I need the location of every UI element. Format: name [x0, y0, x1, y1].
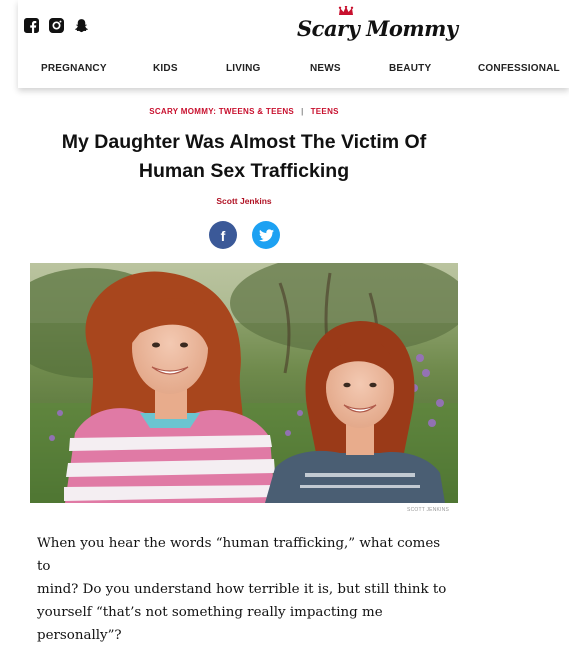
article-title-line: Human Sex Trafficking — [138, 160, 350, 182]
hero-photo — [30, 263, 458, 503]
snapchat-icon[interactable] — [74, 18, 89, 33]
facebook-share-button[interactable] — [209, 221, 237, 249]
article-title-line: My Daughter Was Almost The Victim Of — [61, 131, 427, 153]
article-categories — [0, 107, 488, 116]
author-byline[interactable]: Scott Jenkins — [216, 196, 272, 206]
nav-item-kids[interactable]: KIDS — [153, 63, 178, 74]
main-nav — [18, 63, 569, 77]
instagram-icon[interactable] — [49, 18, 64, 33]
nav-item-news[interactable]: NEWS — [310, 63, 341, 74]
article-hero-image — [30, 263, 458, 503]
subcategory-link[interactable]: TEENS — [310, 107, 339, 116]
site-header — [18, 0, 569, 88]
nav-item-living[interactable]: LIVING — [226, 63, 261, 74]
site-logo[interactable] — [297, 6, 458, 48]
body-line: mind? Do you understand how terrible it is, but still think to — [37, 582, 447, 597]
photo-credit: SCOTT JENKINS — [407, 507, 449, 513]
category-separator: | — [301, 107, 304, 116]
article-title — [30, 128, 458, 186]
twitter-share-button[interactable] — [252, 221, 280, 249]
crown-icon — [338, 6, 354, 16]
logo-wordmark: Scary Mommy — [297, 16, 458, 41]
nav-item-pregnancy[interactable]: PREGNANCY — [41, 63, 107, 74]
body-line: When you hear the words “human trafficking,” what comes to — [37, 536, 441, 574]
twitter-icon — [259, 229, 274, 242]
nav-item-confessional[interactable]: CONFESSIONAL — [478, 63, 560, 74]
facebook-icon: f — [220, 227, 226, 244]
body-line: yourself “that’s not something really impacting me personally”? — [37, 605, 383, 643]
facebook-icon[interactable] — [24, 18, 39, 33]
category-link[interactable]: SCARY MOMMY: TWEENS & TEENS — [149, 107, 295, 116]
nav-item-beauty[interactable]: BEAUTY — [389, 63, 432, 74]
social-links — [24, 18, 89, 33]
